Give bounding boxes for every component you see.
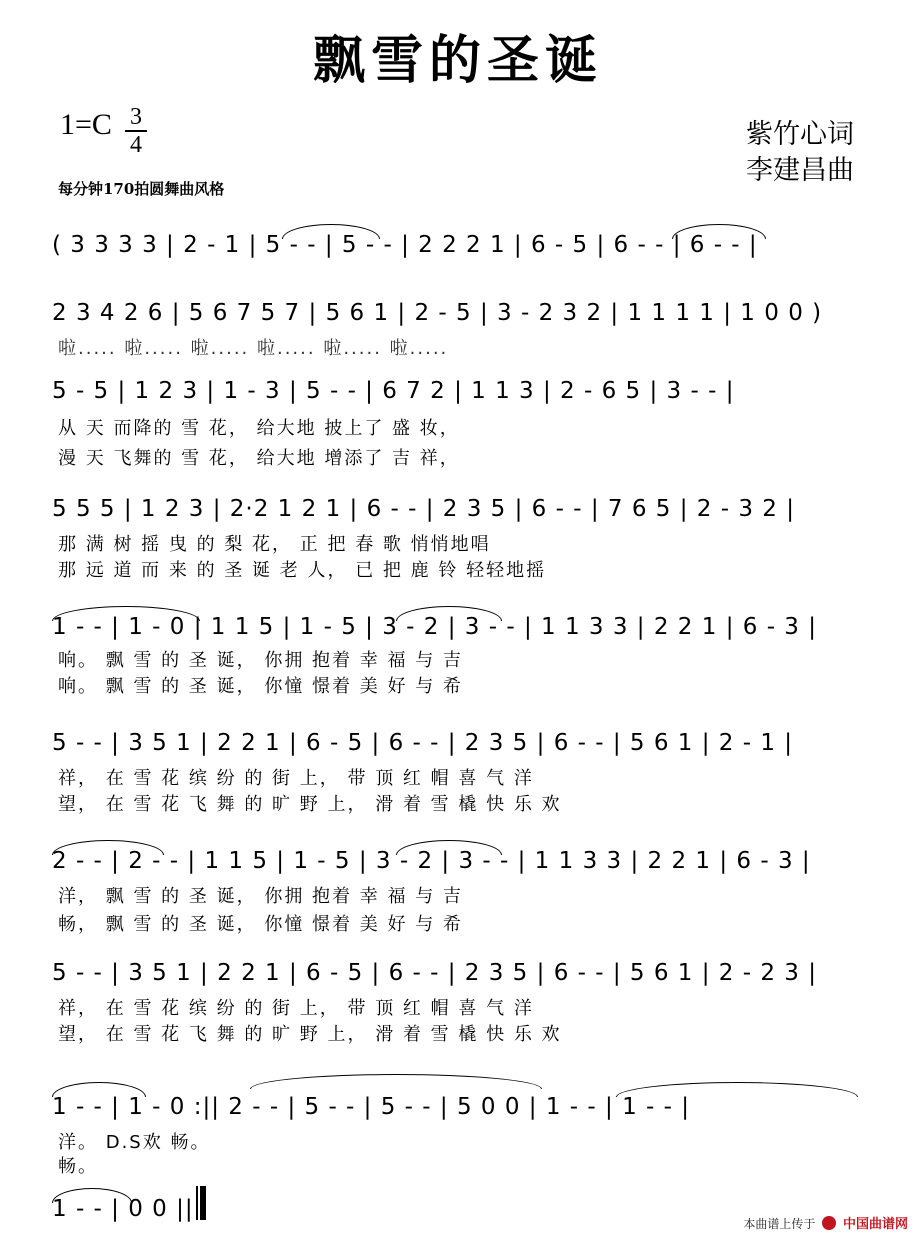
tie-slur	[52, 840, 164, 855]
music-line-1: ( 3 3 3 3 | 2 - 1 | 5 - - | 5 - - | 2 2 2 1 | 6 - 5 | 6 - - | 6 - - |	[52, 232, 758, 258]
time-signature-bottom: 4	[130, 132, 142, 158]
final-barline-thin	[196, 1186, 198, 1220]
tie-slur	[396, 606, 502, 621]
music-line-5: 1 - - | 1 - 0 | 1 1 5 | 1 - 5 | 3 - 2 | 3 - - | 1 1 3 3 | 2 2 1 | 6 - 3 |	[52, 614, 817, 640]
lyric-line-7-verse-1: 洋， 飘 雪 的 圣 诞， 你拥 抱着 幸 福 与 吉	[58, 886, 463, 907]
footer-uploaded-text: 本曲谱上传于	[743, 1217, 816, 1231]
lyric-line-4-verse-1: 那 满 树 摇 曳 的 梨 花， 正 把 春 歌 悄悄地唱	[58, 534, 491, 555]
lyricist-credit: 紫竹心词	[746, 119, 854, 150]
lyric-line-2-verse-1: 啦..... 啦..... 啦..... 啦..... 啦..... 啦.....	[58, 338, 449, 359]
lyric-line-8-verse-2: 望， 在 雪 花 飞 舞 的 旷 野 上， 滑 着 雪 橇 快 乐 欢	[58, 1024, 562, 1045]
music-line-10: 1 - - | 0 0 ||	[52, 1196, 194, 1222]
song-title: 飘雪的圣诞	[312, 30, 603, 91]
lyric-line-6-verse-1: 祥， 在 雪 花 缤 纷 的 街 上， 带 顶 红 帽 喜 气 洋	[58, 768, 534, 789]
site-logo-icon	[822, 1216, 836, 1230]
tie-slur	[52, 1082, 146, 1097]
lyric-line-5-verse-2: 响。 飘 雪 的 圣 诞， 你憧 憬着 美 好 与 希	[58, 676, 463, 697]
footer-site-name[interactable]: 中国曲谱网	[842, 1217, 908, 1232]
lyric-line-9-verse-1: 洋。 D.S欢 畅。	[58, 1132, 211, 1153]
tempo-marking: 每分钟170拍圆舞曲风格	[58, 180, 225, 198]
tie-slur	[250, 1074, 542, 1089]
tie-slur	[396, 840, 502, 855]
site-footer	[743, 1213, 908, 1232]
lyric-line-5-verse-1: 响。 飘 雪 的 圣 诞， 你拥 抱着 幸 福 与 吉	[58, 650, 463, 671]
tie-slur	[52, 606, 200, 621]
final-barline-thick	[200, 1186, 206, 1220]
tie-slur	[282, 224, 380, 239]
lyric-line-3-verse-2: 漫 天 飞舞的 雪 花， 给大地 增添了 吉 祥，	[58, 448, 460, 469]
music-line-4: 5 5 5 | 1 2 3 | 2·2 1 2 1 | 6 - - | 2 3 5 | 6 - - | 7 6 5 | 2 - 3 2 |	[52, 496, 795, 522]
music-line-3: 5 - 5 | 1 2 3 | 1 - 3 | 5 - - | 6 7 2 | 1 1 3 | 2 - 6 5 | 3 - - |	[52, 378, 735, 404]
time-signature	[124, 104, 148, 158]
lyric-line-7-verse-2: 畅， 飘 雪 的 圣 诞， 你憧 憬着 美 好 与 希	[58, 914, 463, 935]
composer-credit: 李建昌曲	[746, 155, 854, 186]
lyric-line-4-verse-2: 那 远 道 而 来 的 圣 诞 老 人， 已 把 鹿 铃 轻轻地摇	[58, 560, 547, 581]
music-line-7: 2 - - | 2 - - | 1 1 5 | 1 - 5 | 3 - 2 | 3 - - | 1 1 3 3 | 2 2 1 | 6 - 3 |	[52, 848, 811, 874]
tie-slur	[616, 1082, 858, 1097]
music-line-6: 5 - - | 3 5 1 | 2 2 1 | 6 - 5 | 6 - - | 2 3 5 | 6 - - | 5 6 1 | 2 - 1 |	[52, 730, 794, 756]
tie-slur	[52, 1188, 132, 1203]
music-line-2: 2 3 4 2 6 | 5 6 7 5 7 | 5 6 1 | 2 - 5 | 3 - 2 3 2 | 1 1 1 1 | 1 0 0 )	[52, 300, 823, 326]
time-signature-top: 3	[130, 104, 142, 130]
music-line-8: 5 - - | 3 5 1 | 2 2 1 | 6 - 5 | 6 - - | 2 3 5 | 6 - - | 5 6 1 | 2 - 2 3 |	[52, 960, 817, 986]
key-signature: 1=C	[60, 108, 112, 141]
tie-slur	[672, 224, 766, 239]
lyric-line-6-verse-2: 望， 在 雪 花 飞 舞 的 旷 野 上， 滑 着 雪 橇 快 乐 欢	[58, 794, 562, 815]
lyric-line-3-verse-1: 从 天 而降的 雪 花， 给大地 披上了 盛 妆，	[58, 418, 460, 439]
lyric-line-8-verse-1: 祥， 在 雪 花 缤 纷 的 街 上， 带 顶 红 帽 喜 气 洋	[58, 998, 534, 1019]
lyric-line-9-verse-2: 畅。	[58, 1156, 98, 1177]
music-line-9: 1 - - | 1 - 0 :|| 2 - - | 5 - - | 5 - - | 5 0 0 | 1 - - | 1 - - |	[52, 1094, 690, 1120]
